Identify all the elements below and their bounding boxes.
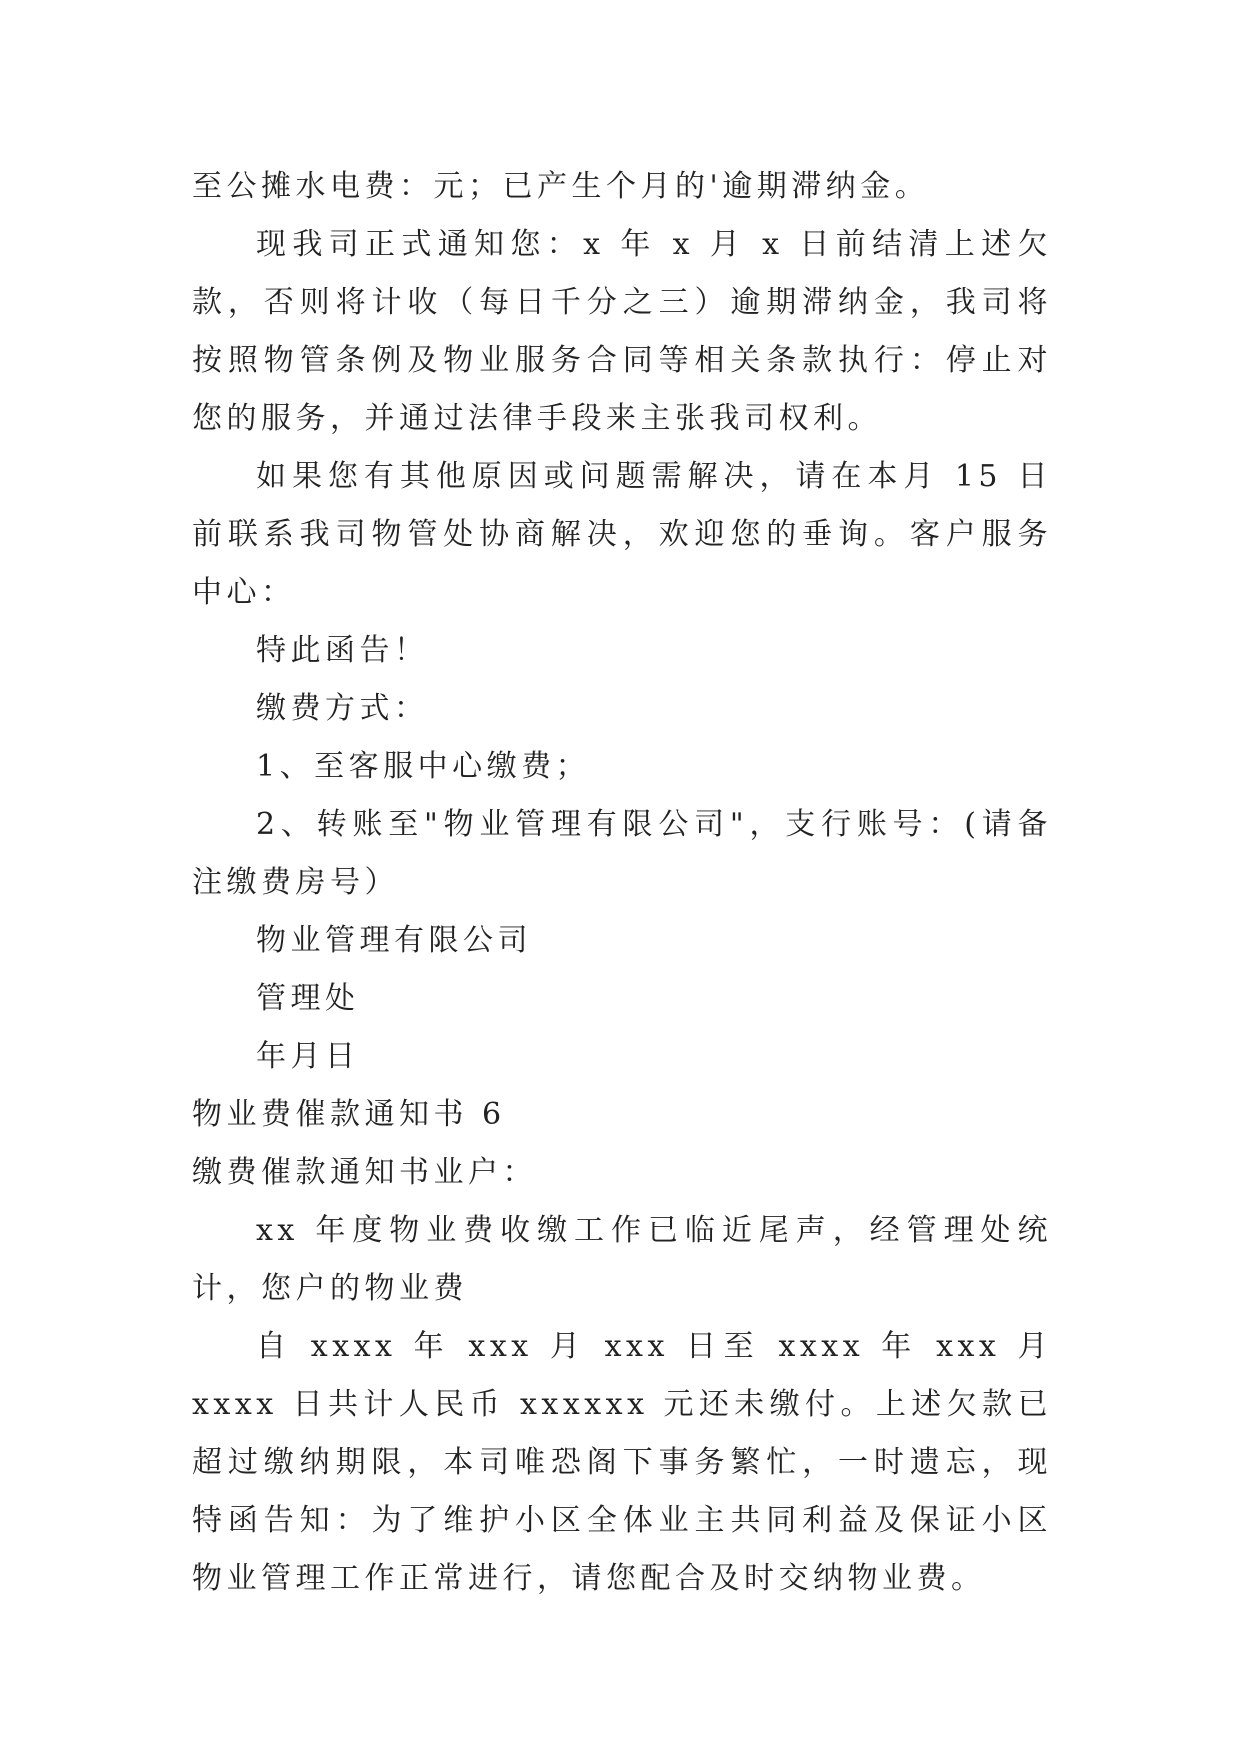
document-page bbox=[192, 158, 1052, 1608]
paragraph-payment-option-1: 1、至客服中心缴费； bbox=[256, 749, 591, 784]
paragraph-arrears-detail: 自 xxxx 年 xxx 月 xxx 日至 xxxx 年 xxx 月 xxxx 日共计人民币 xxxxxx 元还未缴付。上述欠款已超过缴纳期限，本司唯恐阁下事务繁忙，一时遗忘，现特函告知：为了维护小区全体业主共同利益及保证小区物业管理工作正常进行，请您配合及时交纳物业费。 bbox=[192, 1329, 1052, 1596]
paragraph-hereby-notice: 特此函告！ bbox=[256, 633, 429, 668]
paragraph-payment-option-2: 2、转账至"物业管理有限公司"，支行账号：(请备注缴费房号） bbox=[192, 807, 1052, 900]
signature-office: 管理处 bbox=[256, 981, 360, 1016]
section-heading: 物业费催款通知书 6 bbox=[192, 1097, 506, 1132]
signature-company: 物业管理有限公司 bbox=[256, 923, 532, 958]
paragraph-collection-status: xx 年度物业费收缴工作已临近尾声，经管理处统计，您户的物业费 bbox=[192, 1213, 1052, 1306]
signature-date: 年月日 bbox=[256, 1039, 360, 1074]
paragraph-formal-notice: 现我司正式通知您：x 年 x 月 x 日前结清上述欠款，否则将计收（每日千分之三）逾期滞纳金，我司将按照物管条例及物业服务合同等相关条款执行：停止对您的服务，并通过法律手段来主张我司权利。 bbox=[192, 227, 1052, 436]
paragraph-payment-methods: 缴费方式： bbox=[256, 691, 429, 726]
salutation: 缴费催款通知书业户： bbox=[192, 1155, 537, 1190]
paragraph-late-fee: 至公摊水电费：元；已产生个月的'逾期滞纳金。 bbox=[192, 169, 930, 204]
paragraph-contact: 如果您有其他原因或问题需解决，请在本月 15 日前联系我司物管处协商解决，欢迎您的垂询。客户服务中心： bbox=[192, 459, 1052, 610]
